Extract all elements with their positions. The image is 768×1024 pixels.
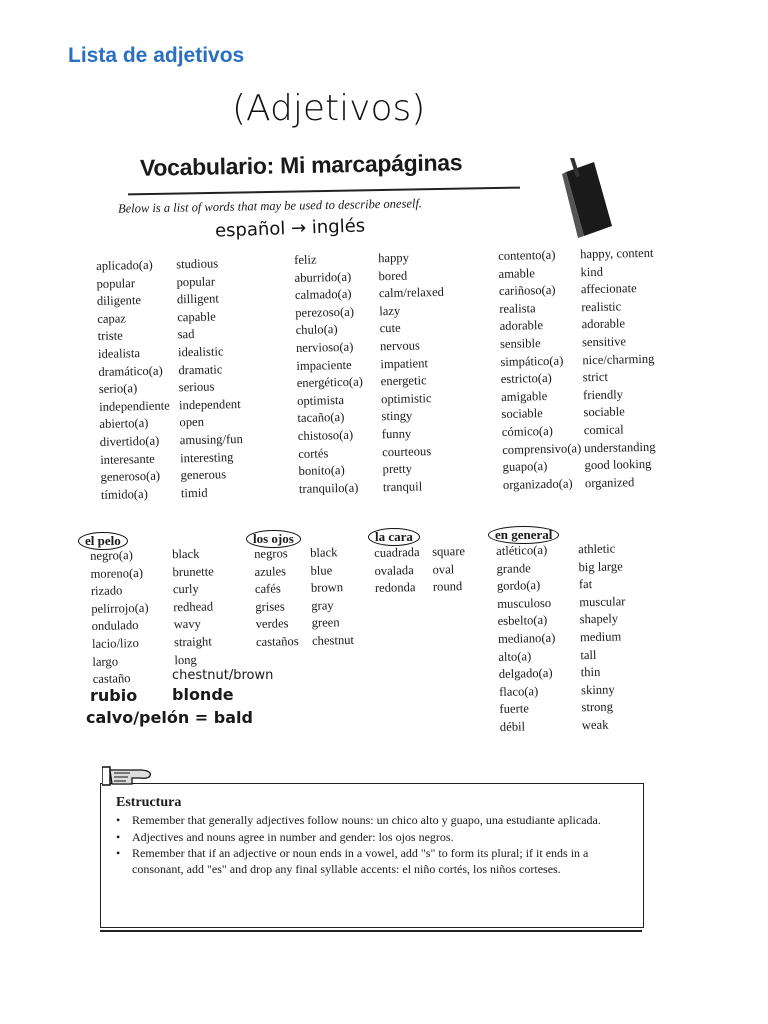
english-word: cute	[379, 321, 401, 336]
vocab-column-3	[498, 245, 658, 495]
bookmark-book-icon	[556, 158, 616, 240]
spanish-word: cuadrada	[374, 545, 420, 560]
english-word: brown	[310, 580, 344, 596]
vocab-row	[100, 466, 243, 487]
english-word: lazy	[379, 303, 401, 319]
english-word: blue	[310, 562, 333, 578]
spanish-word: amable	[498, 265, 536, 281]
english-word: fat	[578, 577, 593, 592]
handwritten-calvo-pelon-bald: calvo/pelón = bald	[86, 708, 253, 727]
spanish-word: aburrido(a)	[294, 269, 352, 285]
vocabulary-title: Vocabulario: Mi marcapáginas	[139, 149, 463, 181]
spanish-word: independiente	[98, 398, 170, 414]
box-bottom-rule	[100, 930, 642, 932]
spanish-word: idealista	[97, 346, 141, 361]
english-word: comical	[583, 422, 624, 438]
english-word: realistic	[581, 299, 622, 315]
english-word: happy	[378, 250, 410, 266]
english-word: good looking	[584, 456, 652, 473]
english-word: straight	[173, 634, 212, 650]
vocab-row	[295, 284, 444, 305]
english-word: black	[310, 545, 338, 560]
spanish-word: energético(a)	[296, 374, 364, 391]
bullet-item: • Remember that generally adjectives follow nouns: un chico alto y guapo, una estudiante aplicada.	[116, 813, 601, 827]
english-word: funny	[381, 426, 412, 442]
handwritten-blonde: blonde	[172, 685, 234, 704]
english-word: green	[311, 615, 340, 631]
vocab-row	[500, 350, 656, 371]
spanish-word: nervioso(a)	[295, 339, 354, 355]
english-word: weak	[581, 717, 609, 733]
english-word: nervous	[379, 338, 421, 354]
english-word: serious	[178, 379, 215, 395]
english-word: idealistic	[177, 344, 224, 360]
spanish-word: triste	[97, 328, 123, 344]
spanish-word: aplicado(a)	[96, 257, 153, 273]
spanish-word: chistoso(a)	[297, 427, 354, 443]
english-word: happy, content	[580, 245, 654, 262]
section-label-en-general: en general	[488, 526, 559, 544]
spanish-word: negros	[254, 546, 288, 561]
section-label-los-ojos: los ojos	[246, 530, 301, 548]
cara-list	[374, 543, 466, 598]
spanish-word: moreno(a)	[90, 565, 144, 581]
spanish-word: largo	[92, 654, 119, 669]
spanish-word: cómico(a)	[501, 423, 554, 439]
spanish-word: pelirrojo(a)	[91, 600, 149, 616]
english-word: calm/relaxed	[378, 285, 445, 301]
vocab-row	[498, 628, 627, 648]
english-word: sad	[177, 327, 195, 342]
english-word: capable	[177, 309, 216, 325]
english-word: gray	[311, 598, 334, 613]
spanish-word: cafés	[254, 581, 281, 597]
vocab-row	[375, 578, 466, 597]
spanish-word: abierto(a)	[99, 416, 149, 432]
spanish-word: grande	[496, 560, 531, 576]
english-word: independent	[178, 396, 241, 413]
vocab-row	[255, 614, 353, 634]
english-word: strong	[581, 699, 614, 715]
spanish-word: amigable	[500, 388, 548, 404]
vocab-row	[374, 543, 465, 562]
spanish-word: lacio/lizo	[91, 635, 140, 651]
english-word: interesting	[180, 449, 234, 465]
vocab-row	[99, 396, 242, 417]
vocab-column-1	[96, 255, 244, 504]
english-word: popular	[176, 274, 216, 289]
spanish-word: interesante	[100, 451, 155, 467]
spanish-word: rizado	[90, 583, 123, 599]
spanish-word: diligente	[96, 293, 142, 309]
spanish-word: simpático(a)	[500, 353, 564, 369]
english-word: thin	[580, 665, 601, 680]
english-word: medium	[579, 629, 622, 645]
spanish-word: sensible	[499, 336, 541, 351]
spanish-word: musculoso	[497, 595, 552, 611]
spanish-word: grises	[255, 599, 285, 614]
english-word: sociable	[583, 404, 625, 420]
spanish-word: tímido(a)	[100, 486, 148, 502]
english-word: nice/charming	[582, 351, 655, 367]
english-word: brunette	[172, 564, 214, 579]
handwritten-rubio: rubio	[90, 686, 138, 705]
estructura-title: Estructura	[116, 795, 182, 810]
english-word: curly	[172, 581, 199, 597]
english-word: long	[174, 652, 197, 667]
english-word: muscular	[579, 594, 626, 610]
english-word: timid	[180, 485, 208, 500]
vocab-row	[499, 699, 628, 719]
vocab-row	[255, 597, 353, 617]
spanish-word: gordo(a)	[496, 578, 541, 594]
english-word: adorable	[581, 316, 626, 332]
vocab-row	[500, 716, 629, 736]
vocab-row	[498, 245, 654, 266]
spanish-word: feliz	[294, 252, 317, 267]
vocab-row	[496, 558, 625, 578]
ojos-list	[254, 544, 354, 652]
spanish-word: débil	[499, 719, 526, 734]
spanish-word: realista	[499, 301, 536, 316]
vocab-row	[92, 633, 216, 653]
english-word: shapely	[579, 611, 619, 627]
english-word: amusing/fun	[179, 431, 243, 448]
vocab-row	[101, 484, 244, 505]
vocab-row	[297, 390, 446, 411]
vocab-row	[299, 478, 448, 499]
general-list	[496, 540, 628, 736]
english-word: square	[432, 544, 466, 559]
spanish-word: perezoso(a)	[295, 304, 355, 320]
english-word: dramatic	[178, 361, 223, 377]
english-word: optimistic	[380, 390, 432, 406]
vocab-row	[298, 442, 447, 463]
vocab-row	[254, 562, 352, 582]
english-word: strict	[582, 369, 609, 385]
spanish-word: atlético(a)	[496, 542, 548, 558]
spanish-word: generoso(a)	[100, 468, 161, 485]
english-word: big large	[578, 558, 623, 574]
spanish-word: chulo(a)	[295, 322, 338, 338]
handwritten-chestnut-brown: chestnut/brown	[172, 668, 274, 683]
english-word: open	[179, 415, 205, 430]
spanish-word: calmado(a)	[294, 286, 352, 303]
handwritten-title: (Adjetivos)	[232, 88, 426, 129]
spanish-word: comprensivo(a)	[502, 440, 582, 457]
english-word: tall	[580, 647, 597, 662]
english-word: athletic	[578, 541, 616, 557]
spanish-word: castaños	[255, 634, 299, 649]
english-word: organized	[584, 474, 635, 490]
spanish-word: divertido(a)	[99, 433, 160, 449]
vocab-row	[499, 280, 655, 301]
english-word: pretty	[382, 461, 413, 477]
spanish-word: popular	[96, 275, 136, 291]
english-word: understanding	[584, 439, 656, 455]
english-word: dilligent	[176, 291, 220, 307]
spanish-word: sociable	[501, 406, 543, 422]
vocab-row	[256, 632, 354, 652]
vocab-row	[254, 544, 352, 564]
english-word: chestnut	[311, 632, 355, 648]
vocab-column-2	[294, 249, 448, 498]
english-word: kind	[580, 264, 604, 279]
spanish-word: bonito(a)	[298, 463, 345, 479]
spanish-word: tacaño(a)	[297, 410, 345, 426]
spanish-word: adorable	[499, 318, 544, 334]
spanish-word: esbelto(a)	[497, 613, 548, 629]
spanish-word: dramático(a)	[98, 363, 163, 379]
page-heading: Lista de adjetivos	[68, 44, 245, 67]
english-word: sensitive	[581, 334, 627, 350]
spanish-word: azules	[254, 563, 287, 579]
english-word: round	[432, 579, 463, 594]
spanish-word: estricto(a)	[500, 371, 552, 387]
english-word: black	[172, 546, 200, 562]
intro-text: Below is a list of words that may be used to describe oneself.	[117, 196, 423, 216]
spanish-word: verdes	[255, 616, 289, 632]
english-word: generous	[180, 467, 227, 483]
english-word: courteous	[382, 443, 432, 459]
spanish-word: ondulado	[91, 618, 139, 634]
english-word: redhead	[173, 599, 214, 615]
vocab-row	[374, 561, 465, 580]
english-word: impatient	[380, 355, 429, 371]
vocab-row	[255, 579, 353, 599]
spanish-word: cariñoso(a)	[498, 282, 556, 299]
english-word: affecionate	[580, 281, 637, 297]
spanish-word: flaco(a)	[498, 683, 539, 699]
english-word: bored	[378, 268, 408, 283]
english-word: stingy	[381, 408, 413, 424]
spanish-word: mediano(a)	[497, 630, 556, 646]
vocab-row	[97, 290, 240, 311]
spanish-word: alto(a)	[498, 648, 532, 664]
title-underline	[128, 187, 520, 195]
english-word: friendly	[582, 387, 624, 402]
estructura-bullets	[116, 813, 636, 878]
english-word: skinny	[580, 682, 615, 697]
handwritten-direction-note: español → inglés	[214, 215, 366, 242]
english-word: studious	[176, 256, 219, 272]
english-word: tranquil	[382, 479, 423, 494]
spanish-word: redonda	[374, 580, 416, 596]
pointing-hand-icon	[102, 765, 154, 787]
spanish-word: organizado(a)	[502, 476, 573, 492]
spanish-word: castaño	[92, 671, 131, 687]
vocab-row	[98, 361, 241, 382]
spanish-word: negro(a)	[90, 548, 133, 563]
spanish-word: serio(a)	[98, 381, 138, 397]
bullet-item: • Remember that if an adjective or noun ends in a vowel, add "s" to form its plural; if it ends in a consonant, add "es" and drop any final syllable accents: el niño cortés, los niños corteses.	[116, 846, 589, 876]
spanish-word: optimista	[296, 392, 345, 408]
spanish-word: cortés	[298, 445, 329, 461]
spanish-word: capaz	[97, 311, 127, 326]
spanish-word: guapo(a)	[502, 459, 548, 475]
vocab-row	[503, 473, 659, 494]
spanish-word: ovalada	[374, 562, 414, 578]
spanish-word: delgado(a)	[498, 666, 553, 682]
spanish-word: contento(a)	[498, 247, 556, 263]
english-word: wavy	[173, 617, 202, 632]
spanish-word: fuerte	[499, 701, 529, 717]
section-label-la-cara: la cara	[368, 528, 420, 546]
spanish-word: impaciente	[296, 357, 352, 373]
english-word: oval	[432, 561, 455, 577]
spanish-word: tranquilo(a)	[298, 480, 359, 496]
vocab-row	[96, 255, 239, 276]
english-word: energetic	[380, 373, 427, 389]
section-label-el-pelo: el pelo	[78, 532, 128, 550]
bullet-item: • Adjectives and nouns agree in number and gender: los ojos negros.	[116, 829, 454, 844]
vocab-row	[502, 456, 658, 477]
